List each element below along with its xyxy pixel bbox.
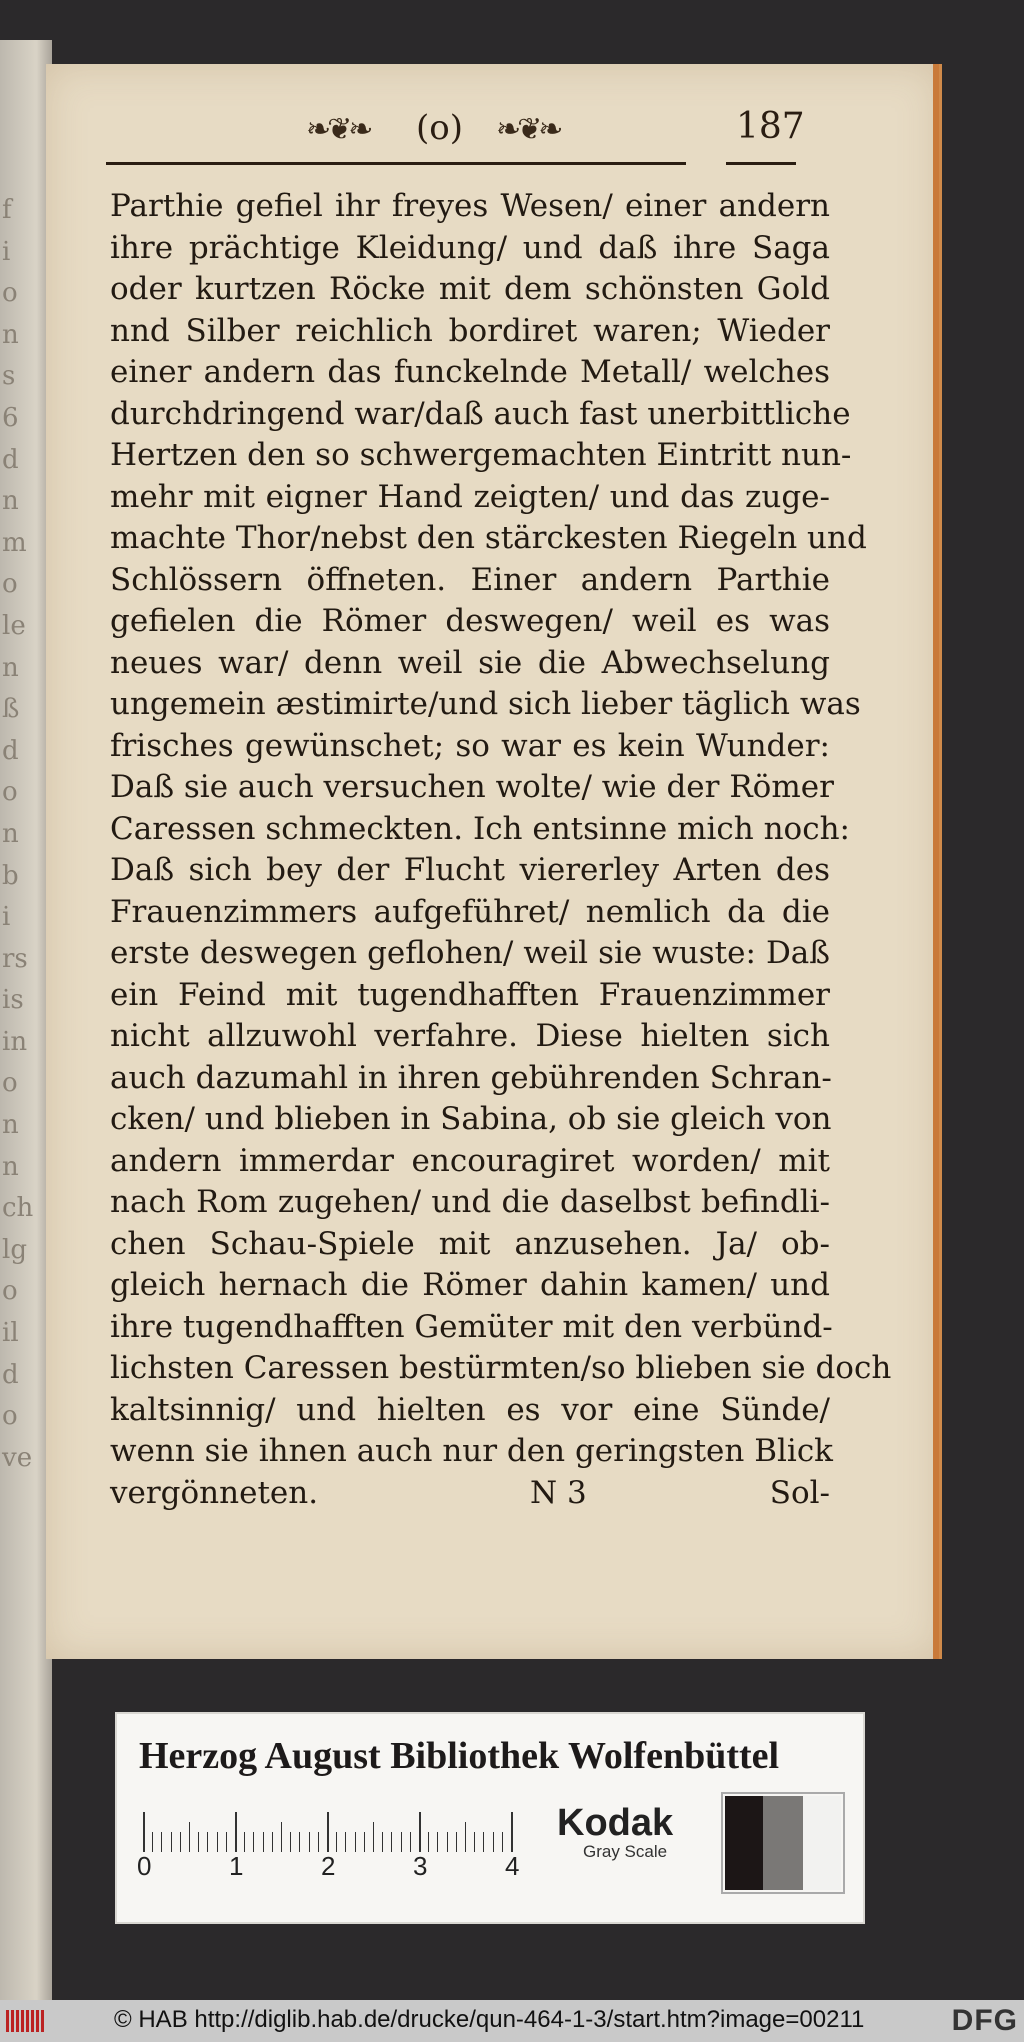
text-line: nnd Silber reichlich bordiret waren; Wieder (110, 312, 830, 349)
ruler-tick (502, 1832, 503, 1852)
text-line: oder kurtzen Röcke mit dem schönsten Gold (110, 271, 830, 307)
text-line: Schlössern öffneten. Einer andern Parthie (110, 561, 830, 598)
ruler-tick (419, 1812, 421, 1852)
ruler-tick (152, 1832, 153, 1852)
previous-page-fragment: o (2, 569, 18, 600)
previous-page-fragment: n (2, 1151, 19, 1182)
previous-page-fragment: o (2, 1401, 18, 1432)
text-line: Frauenzimmers aufgeführet/ nemlich da die (110, 893, 830, 930)
header-rule (106, 162, 686, 165)
ruler-tick (290, 1832, 291, 1852)
ruler-tick (474, 1832, 475, 1852)
previous-page-fragment: o (2, 777, 18, 808)
kodak-logo: Kodak (557, 1802, 674, 1844)
text-line: Hertzen den so schwergemachten Eintritt nun- (110, 437, 852, 473)
text-line: machte Thor/nebst den stärckesten Riegeln und (110, 520, 867, 556)
text-line: nach Rom zugehen/ und die daselbst befindli- (110, 1184, 830, 1220)
text-line: chen Schau-Spiele mit anzusehen. Ja/ ob- (110, 1225, 830, 1262)
ruler-tick (493, 1832, 494, 1852)
text-line: ihre tugendhafften Gemüter mit den verbünd- (110, 1308, 833, 1345)
text-line: kaltsinnig/ und hielten es vor eine Sünde/ (110, 1391, 830, 1428)
text-line: nicht allzuwohl verfahre. Diese hielten sich (110, 1018, 830, 1054)
right-ornament-icon: ❧❦❧ (496, 112, 560, 147)
text-line: andern immerdar encouragiret worden/ mit (110, 1142, 830, 1179)
previous-page-fragment: is (2, 985, 24, 1016)
ruler-tick (391, 1832, 392, 1852)
previous-page-fragment: o (2, 1276, 18, 1307)
last-line-text: vergönneten. (110, 1474, 319, 1511)
gray-scale-swatches (721, 1792, 845, 1894)
previous-page-fragment: ch (2, 1193, 34, 1224)
text-line: Parthie gefiel ihr freyes Wesen/ einer andern (110, 188, 830, 224)
text-line: auch dazumahl in ihren gebührenden Schran- (110, 1059, 832, 1096)
ruler-tick (410, 1832, 411, 1852)
previous-page-fragment: n (2, 652, 19, 683)
ruler-number: 1 (229, 1851, 244, 1881)
footer-copyright-url[interactable]: © HAB http://diglib.hab.de/drucke/qun-464-1-3/start.htm?image=00211 (114, 2006, 865, 2033)
text-line: Caressen schmeckten. Ich entsinne mich noch: (110, 810, 850, 847)
text-line: lichsten Caressen bestürmten/so blieben sie doch (110, 1350, 892, 1386)
ruler-tick (428, 1832, 429, 1852)
ruler-tick (143, 1812, 145, 1852)
footer-bar (0, 2000, 1024, 2042)
ruler-tick (226, 1832, 227, 1852)
previous-page-fragment: d (2, 1359, 19, 1390)
header-center-mark: (o) (416, 108, 463, 148)
page-header (106, 106, 806, 166)
text-line: gleich hernach die Römer dahin kamen/ und (110, 1267, 830, 1303)
previous-page-fragment: d (2, 735, 19, 766)
previous-page-fragment: o (2, 278, 18, 309)
previous-page-fragment: m (2, 527, 27, 558)
signature-mark: N 3 (530, 1474, 587, 1511)
ruler-tick (465, 1822, 466, 1852)
previous-page-fragment: o (2, 1068, 18, 1099)
gray-swatch (803, 1796, 841, 1890)
measurement-ruler (137, 1810, 543, 1881)
catchword: Sol- (769, 1474, 830, 1511)
ruler-tick (401, 1832, 402, 1852)
text-line: einer andern das funckelnde Metall/ welches (110, 354, 830, 390)
book-page (46, 64, 942, 1659)
previous-page-fragment: i (2, 902, 11, 933)
ruler-tick (437, 1832, 438, 1852)
text-line: durchdringend war/daß auch fast unerbittliche (110, 395, 851, 432)
ruler-tick (272, 1832, 273, 1852)
dfg-logo: DFG (951, 2004, 1018, 2037)
ruler-tick (355, 1832, 356, 1852)
text-line: Daß sich bey der Flucht viererley Arten des (110, 852, 830, 888)
text-line: cken/ und blieben in Sabina, ob sie gleich von (110, 1101, 832, 1137)
previous-page-fragment: d (2, 444, 19, 475)
library-title: Herzog August Bibliothek Wolfenbüttel (139, 1735, 780, 1777)
ruler-tick (253, 1832, 254, 1852)
ruler-tick (198, 1832, 199, 1852)
page-body-text (110, 186, 892, 1514)
previous-page-fragment: n (2, 486, 19, 517)
previous-page-fragment: s (2, 361, 16, 392)
previous-page-fragment: ve (2, 1442, 33, 1473)
color-calibration-card (117, 1714, 863, 1922)
text-line: ihre prächtige Kleidung/ und daß ihre Saga (110, 229, 830, 266)
text-line: Daß sie auch versuchen wolte/ wie der Römer (110, 769, 834, 805)
ruler-tick (483, 1832, 484, 1852)
previous-page-fragment: ß (2, 694, 20, 725)
previous-page-fragment: i (2, 236, 11, 267)
previous-page-fragments (2, 190, 48, 1479)
previous-page-fragment: lg (2, 1234, 27, 1265)
left-ornament-icon: ❧❦❧ (306, 112, 370, 147)
text-line: gefielen die Römer deswegen/ weil es was (110, 603, 830, 639)
previous-page-fragment: il (2, 1318, 19, 1349)
last-line (110, 1473, 830, 1515)
ruler-tick (364, 1832, 365, 1852)
barcode-icon (6, 2010, 46, 2032)
text-line: ein Feind mit tugendhafften Frauenzimmer (110, 976, 830, 1013)
ruler-tick (299, 1832, 300, 1852)
text-line: wenn sie ihnen auch nur den geringsten Blick (110, 1433, 833, 1469)
header-rule-short (726, 162, 796, 165)
ruler-tick (456, 1832, 457, 1852)
ruler-tick (207, 1832, 208, 1852)
ruler-number: 3 (413, 1851, 428, 1881)
text-line: mehr mit eigner Hand zeigten/ und das zuge- (110, 478, 830, 515)
page-number: 187 (736, 106, 805, 147)
gray-scale-label: Gray Scale (583, 1842, 668, 1861)
ruler-number: 2 (321, 1851, 336, 1881)
ruler-tick (161, 1832, 162, 1852)
previous-page-fragment: in (2, 1026, 28, 1057)
ruler-tick (447, 1832, 448, 1852)
ruler-tick (244, 1832, 245, 1852)
text-line: frisches gewünschet; so war es kein Wunder: (110, 727, 830, 764)
ruler-tick (336, 1832, 337, 1852)
ruler-tick (171, 1832, 172, 1852)
ruler-tick (263, 1832, 264, 1852)
ruler-tick (327, 1812, 329, 1852)
ruler-tick (382, 1832, 383, 1852)
previous-page-fragment: f (2, 195, 12, 225)
ruler-tick (217, 1832, 218, 1852)
ruler-tick (235, 1812, 237, 1852)
text-line: ungemein æstimirte/und sich lieber täglich was (110, 686, 861, 722)
previous-page-fragment: n (2, 818, 19, 849)
text-line: erste deswegen geflohen/ weil sie wuste: Daß (110, 935, 830, 971)
previous-page-fragment: n (2, 319, 19, 350)
ruler-tick (180, 1832, 181, 1852)
gray-swatch (763, 1796, 803, 1890)
ruler-number: 4 (505, 1851, 520, 1881)
ruler-tick (281, 1822, 282, 1852)
previous-page-fragment: rs (2, 943, 28, 974)
previous-page-fragment: n (2, 1110, 19, 1141)
ruler-tick (345, 1832, 346, 1852)
ruler-tick (373, 1822, 374, 1852)
previous-page-fragment: 6 (2, 402, 19, 433)
text-line: neues war/ denn weil sie die Abwechselung (110, 644, 830, 681)
ruler-tick (309, 1832, 310, 1852)
ruler-tick (318, 1832, 319, 1852)
previous-page-edge (0, 40, 52, 2000)
ruler-number: 0 (137, 1851, 152, 1881)
ruler-tick (511, 1812, 513, 1852)
previous-page-fragment: b (2, 860, 19, 891)
gray-swatch (725, 1796, 763, 1890)
ruler-tick (189, 1822, 190, 1852)
previous-page-fragment: le (2, 610, 26, 641)
